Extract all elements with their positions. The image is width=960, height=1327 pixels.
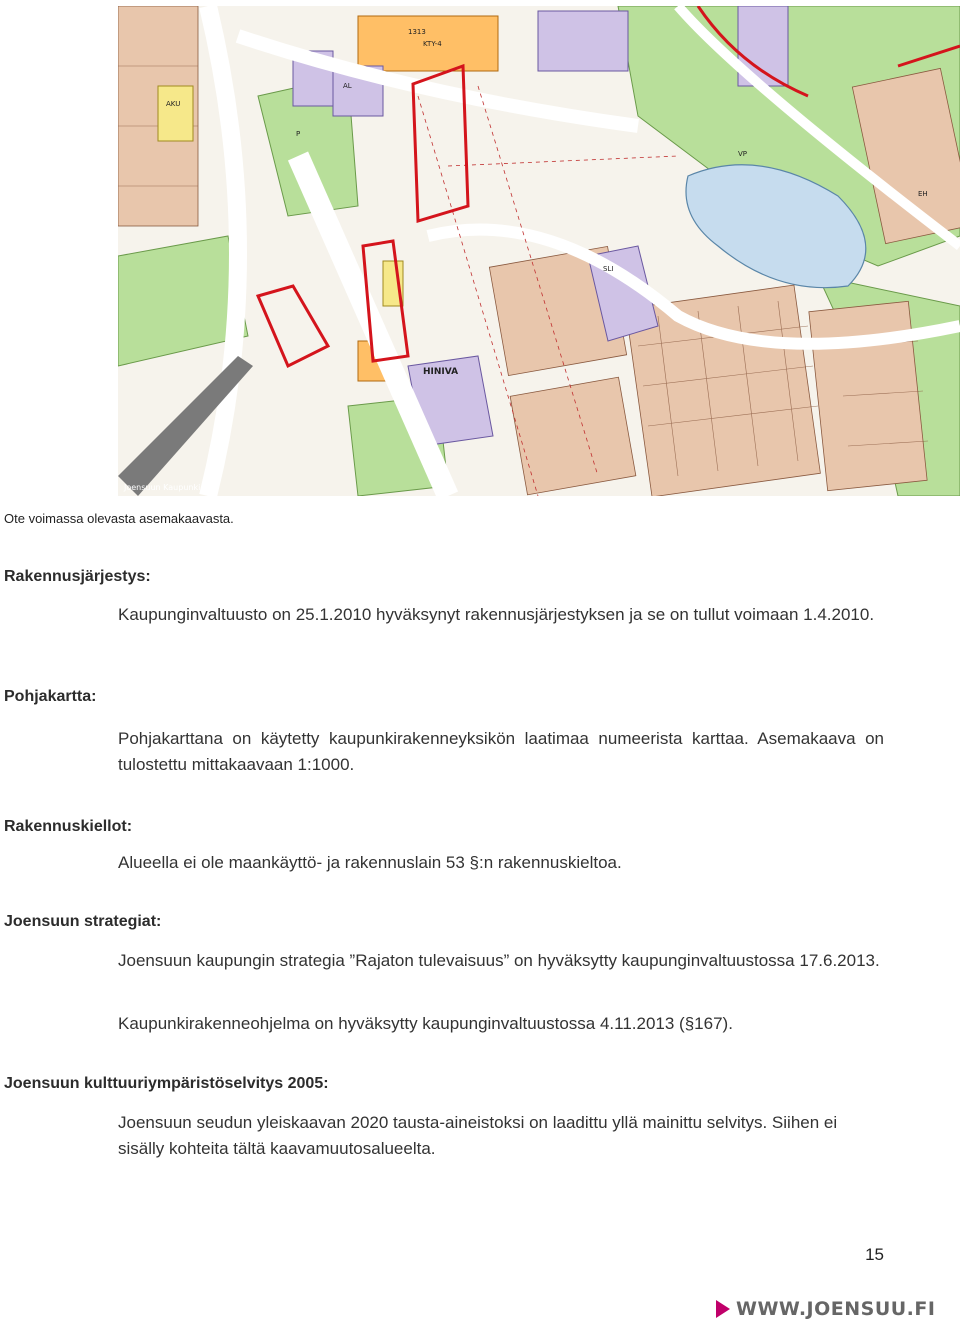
page-number: 15 <box>865 1245 884 1264</box>
para-strategia: Joensuun kaupungin strategia ”Rajaton tulevaisuus” on hyväksytty kaupunginvaltuustossa 17.6.2013. <box>118 951 880 970</box>
zoning-map-image <box>118 6 960 496</box>
map-label-1313: 1313 <box>408 28 426 36</box>
para-kulttuuriymparisto: Joensuun seudun yleiskaavan 2020 tausta-aineistoksi on laadittu yllä mainittu selvitys. Siihen ei sisälly kohteita tältä kaavamuutosalueelta. <box>118 1113 838 1158</box>
heading-rakennusjarjestys: Rakennusjärjestys: <box>4 568 151 585</box>
para-rakennuskiellot: Alueella ei ole maankäyttö- ja rakennuslain 53 §:n rakennuskieltoa. <box>118 853 622 872</box>
map-label-kty4: KTY-4 <box>423 40 442 48</box>
map-caption: Ote voimassa olevasta asemakaavasta. <box>4 511 234 526</box>
zoning-map-excerpt <box>118 6 960 496</box>
play-arrow-icon <box>716 1300 730 1318</box>
map-label-vp: VP <box>738 150 748 158</box>
map-label-p: P <box>296 130 301 138</box>
footer-url: WWW.JOENSUU.FI <box>736 1298 936 1320</box>
map-label-sli: SLI <box>603 265 614 273</box>
footer-logo <box>716 1297 935 1321</box>
heading-strategiat: Joensuun strategiat: <box>4 913 162 930</box>
map-label-hiniva: HINIVA <box>423 367 459 377</box>
map-watermark: Joensuun Kaupunki <box>124 483 201 492</box>
heading-kulttuuriymparisto: Joensuun kulttuuriympäristöselvitys 2005: <box>4 1075 329 1092</box>
para-pohjakartta: Pohjakarttana on käytetty kaupunkirakenneyksikön laatimaa numeerista karttaa. Asemakaava on tulostettu mittakaavaan 1:1000. <box>118 729 884 774</box>
para-kaupunkirakenneohjelma: Kaupunkirakenneohjelma on hyväksytty kaupunginvaltuustossa 4.11.2013 (§167). <box>118 1014 733 1033</box>
map-label-eh: EH <box>918 190 928 198</box>
heading-pohjakartta: Pohjakartta: <box>4 688 97 705</box>
map-label-al: AL <box>343 82 352 90</box>
map-label-aku: AKU <box>166 100 181 108</box>
heading-rakennuskiellot: Rakennuskiellot: <box>4 818 133 835</box>
para-rakennusjarjestys: Kaupunginvaltuusto on 25.1.2010 hyväksynyt rakennusjärjestyksen ja se on tullut voimaan 1.4.2010. <box>118 605 875 624</box>
